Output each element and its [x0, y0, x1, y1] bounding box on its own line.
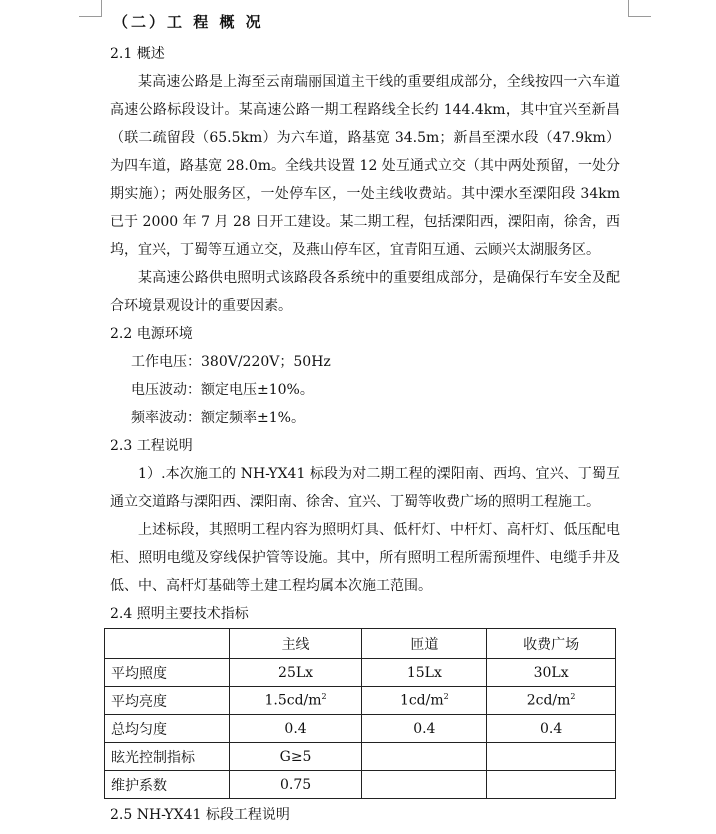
table-cell: 0.75	[229, 771, 362, 799]
power-item-voltage: 工作电压：380V/220V；50Hz	[131, 354, 331, 370]
project-scope-paragraph: 1）.本次施工的 NH-YX41 标段为对二期工程的溧阳南、西坞、宜兴、丁蜀互通立交道路与溧阳西、溧阳南、徐舍、宜兴、丁蜀等收费广场的照明工程施工。	[110, 466, 620, 510]
document-title: （二）工 程 概 况	[113, 13, 264, 31]
table-cell	[487, 771, 616, 799]
document-page	[110, 8, 620, 829]
crop-mark-left	[79, 0, 102, 17]
section-heading-overview: 2.1 概述	[110, 46, 165, 62]
row-label: 平均亮度	[105, 687, 230, 715]
table-header-cell: 收费广场	[487, 629, 616, 659]
row-label: 平均照度	[105, 659, 230, 687]
table-cell	[362, 743, 487, 771]
table-cell	[229, 687, 362, 715]
row-label: 维护系数	[105, 771, 230, 799]
power-item-frequency-fluctuation: 频率波动：额定频率±1%。	[131, 410, 305, 426]
table-row	[105, 771, 616, 799]
section-heading-project: 2.3 工程说明	[110, 438, 193, 454]
cell-value: 1.5cd/m	[264, 692, 322, 709]
table-cell: 15Lx	[362, 659, 487, 687]
row-label: 总均匀度	[105, 715, 230, 743]
table-row	[105, 715, 616, 743]
table-header-cell	[105, 629, 230, 659]
lighting-spec-table	[104, 628, 616, 799]
table-cell: 0.4	[487, 715, 616, 743]
section-heading-nh-yx41: 2.5 NH-YX41 标段工程说明	[110, 807, 290, 823]
lighting-importance-paragraph: 某高速公路供电照明式该路段各系统中的重要组成部分，是确保行车安全及配合环境景观设计的重要因素。	[110, 270, 620, 314]
unit-superscript: 2	[443, 692, 449, 702]
unit-superscript: 2	[321, 692, 327, 702]
cell-value: 1cd/m	[399, 692, 444, 709]
table-header-cell: 主线	[229, 629, 362, 659]
table-cell: 0.4	[229, 715, 362, 743]
table-row	[105, 659, 616, 687]
table-cell	[487, 687, 616, 715]
table-cell	[362, 687, 487, 715]
crop-mark-right	[628, 0, 651, 17]
row-label: 眩光控制指标	[105, 743, 230, 771]
project-content-paragraph: 上述标段，其照明工程内容为照明灯具、低杆灯、中杆灯、高杆灯、低压配电柜、照明电缆及穿线保护管等设施。其中，所有照明工程所需预埋件、电缆手井及低、中、高杆灯基础等土建工程均属本次施工范围。	[110, 522, 620, 594]
cell-value: 2cd/m	[526, 692, 571, 709]
table-header-row	[105, 629, 616, 659]
table-row	[105, 743, 616, 771]
table-cell: 25Lx	[229, 659, 362, 687]
table-row	[105, 687, 616, 715]
overview-paragraph: 某高速公路是上海至云南瑞丽国道主干线的重要组成部分，全线按四一六车道高速公路标段设计。某高速公路一期工程路线全长约 144.4km，其中宜兴至新昌（联二疏留段（65.5km）为六车道，路基宽 34.5m；新昌至溧水段（47.9km）为四车道，路基宽 28.0m。全线共设置 12 处互通式立交（其中两处预留，一处分期实施）；两处服务区，一处停车区，一处主线收费站。其中溧水至溧阳段 34km 已于 2000 年 7 月 28 日开工建设。某二期工程，包括溧阳西，溧阳南，徐舍，西坞，宜兴，丁蜀等互通立交，及燕山停车区，宜青阳互通、云顾兴太湖服务区。	[110, 74, 620, 258]
power-item-voltage-fluctuation: 电压波动：额定电压±10%。	[131, 382, 314, 398]
table-cell	[487, 743, 616, 771]
power-spec-list	[110, 348, 620, 432]
section-heading-lighting-specs: 2.4 照明主要技术指标	[110, 606, 249, 622]
table-cell: 30Lx	[487, 659, 616, 687]
table-cell: 0.4	[362, 715, 487, 743]
table-cell: G≥5	[229, 743, 362, 771]
unit-superscript: 2	[570, 692, 576, 702]
table-cell	[362, 771, 487, 799]
table-header-cell: 匝道	[362, 629, 487, 659]
section-heading-power: 2.2 电源环境	[110, 326, 193, 342]
